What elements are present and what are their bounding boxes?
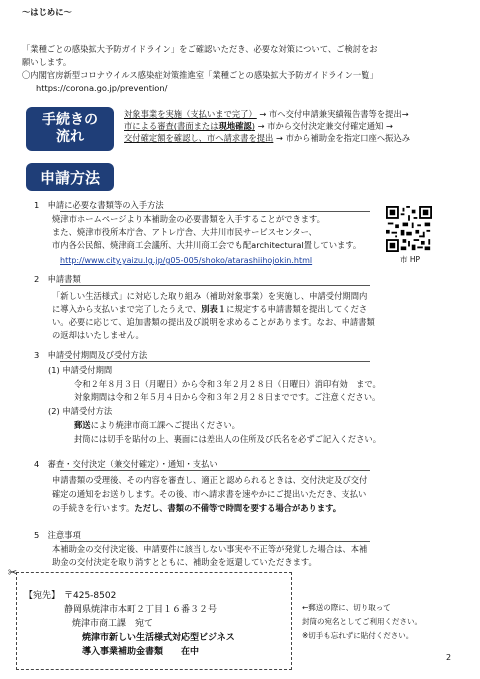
flow-badge-line-1: 手続きの [42,112,98,128]
postal-code: 〒425-8502 [64,591,117,601]
submission-method-mail: 郵送 [74,420,91,430]
section-2-line-4: の返却はいたしません。 [52,330,144,340]
appendix-1-ref: 別表１ [201,304,227,314]
address-label: 【宛先】 [24,591,61,601]
document-title-1: 焼津市新しい生活様式対応型ビジネス [82,633,235,643]
intro-line-3: 〇内閣官房新型コロナウイルス感染症対策推進室「業種ごとの感染拡大予防ガイドライン一覧」 [22,70,378,80]
envelope-note: 封筒には切手を貼付の上、裏面には差出人の住所及び氏名を必ずご記入ください。 [74,434,381,444]
section-4-line-3a: の手続きを行います。 [52,503,135,513]
application-period: 令和２年８月３日（月曜日）から令和３年２月２８日（日曜日）消印有効 まで。 [74,379,381,389]
section-2-line-2c: に規定する申請書類を提出してくださ [226,304,368,314]
document-title-2: 導入事業補助金書類 在中 [82,647,200,657]
section-2-line-1: 「新しい生活様式」に対応した取り組み（補助対象事業）を実施し、申請受付期間内 [52,291,368,301]
flow-row-2 [124,121,393,132]
section-1-rule [60,211,370,212]
section-5-line-1: 本補助金の交付決定後、申請要件に該当しない事実や不正等が発覚した場合は、本補 [52,544,368,554]
section-1-title: 1 申請に必要な書類等の入手方法 [34,200,164,210]
section-4-line-2: 確定の通知をお送りします。その後、市へ請求書を速やかにご提出いただき、支払い [52,489,367,499]
flow-row-1-next: → 市へ交付申請兼実績報告書等を提出→ [259,109,409,119]
method-badge [26,163,114,191]
section-2-line-3: い。必要に応じて、追加書類の提出及び説明を求めることがあります。なお、申請書類 [52,317,375,327]
flow-row-3 [124,133,410,144]
section-4-line-3 [52,502,341,515]
flow-row-1-step: 対象事業を実施（支払いまで完了） [124,109,257,119]
hojokin-url-link[interactable]: http://www.city.yaizu.lg.jp/g05-005/shoko/atarashiihojokin.html [60,256,313,265]
flow-badge-line-2: 流れ [56,129,84,145]
method-badge-label: 申請方法 [39,168,100,187]
flow-row-3-next: → 市から補助金を指定口座へ振込み [276,133,411,143]
section-3-title: 3 申請受付期間及び受付方法 [34,350,148,360]
section-2-rule [60,285,370,286]
qr-caption: 市 HP [400,255,421,264]
flow-row-1 [124,109,409,120]
section-3-rule [60,361,370,362]
submission-method [74,419,240,432]
section-5-line-2: 助金の交付決定を取り消すとともに、補助金を返還していただきます。 [52,557,317,567]
section-4-rule [60,470,370,471]
section-3-sub-2: (2) 申請受付方法 [48,406,113,416]
section-5-rule [60,541,370,542]
cut-note-1: ←郵送の際に、切り取って [302,603,391,612]
page-number: 2 [446,653,452,662]
section-1-line-2: また、焼津市役所本庁舎、アトレ庁舎、大井川市民サービスセンター、 [52,227,317,237]
section-2-line-2 [52,303,367,316]
intro-line-1: 「業種ごとの感染拡大予防ガイドライン」をご確認いただき、必要な対策について、ご検討をお [22,44,378,54]
section-2-title: 2 申請書類 [34,274,81,284]
target-period-note: 対象期間は令和２年５月４日から令和３年２月２８日までです。ご注意ください。 [74,392,381,402]
qr-code-icon[interactable] [386,206,432,252]
flow-row-2-close: ) [251,121,255,131]
flow-row-2-emphasis: 現地確認 [218,121,252,131]
submission-method-rest: により焼津市商工課へご提出ください。 [90,420,240,430]
section-4-title: 4 審査・交付決定（兼交付確定）・通知・支払い [34,459,218,469]
scissors-icon: ✂ [8,566,18,579]
cut-note-3: ※切手も忘れずに貼付ください。 [302,631,414,640]
flow-row-2-step: 市による審査(書面または [124,121,219,131]
guideline-url[interactable]: https://corona.go.jp/prevention/ [36,83,168,93]
section-4-line-3b: ただし、書類の不備等で時間を要する場合があります。 [134,503,342,513]
flow-row-2-next: → 市から交付決定兼交付確定通知 → [257,121,393,131]
section-2-line-2a: に導入から支払いまで完了したうえで、 [52,304,202,314]
intro-line-2: 願いします。 [22,57,72,67]
street-address: 静岡県焼津市本町２丁目１６番３２号 [64,605,218,615]
flow-badge [26,107,114,151]
section-4-line-1: 申請書類の受理後、その内容を審査し、適正と認められるときは、交付決定及び交付 [52,475,368,485]
intro-heading: ～はじめに～ [22,7,72,17]
flow-row-3-step: 交付確定額を確認し、市へ請求書を提出 [124,133,274,143]
cut-note-2: 封筒の宛名としてご利用ください。 [302,617,422,626]
section-5-title: 5 注意事項 [34,530,81,540]
section-3-sub-1: (1) 申請受付期間 [48,365,113,375]
recipient-dept: 焼津市商工課 宛て [72,619,154,629]
section-1-line-1: 焼津市ホームページより本補助金の必要書類を入手することができます。 [52,214,325,224]
section-1-line-3: 市内各公民館、焼津商工会議所、大井川商工会でも配architectural置しています。 [52,240,362,250]
